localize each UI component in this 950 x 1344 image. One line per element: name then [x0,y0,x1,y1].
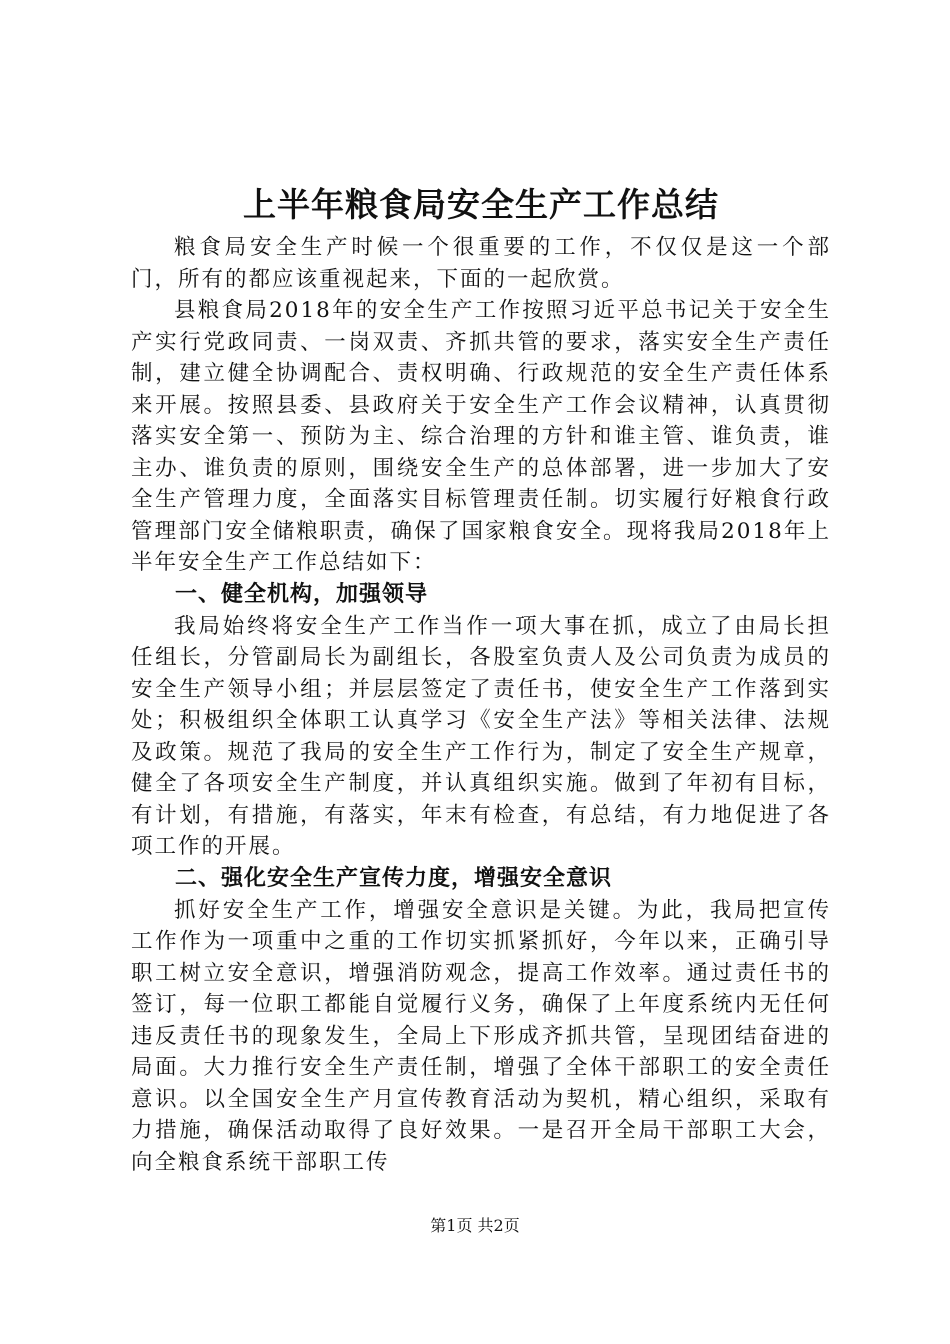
section-1-heading: 一、健全机构，加强领导 [175,581,429,607]
section-2-heading: 二、强化安全生产宣传力度，增强安全意识 [175,865,613,891]
document-title: 上半年粮食局安全生产工作总结 [243,185,719,224]
section-1-paragraph: 我局始终将安全生产工作当作一项大事在抓，成立了由局长担任组长，分管副局长为副组长，各股室负责人及公司负责为成员的安全生产领导小组；并层层签定了责任书，使安全生产工作落到实处；积极组织全体职工认真学习《安全生产法》等相关法律、法规及政策。规范了我局的安全生产工作行为，制定了安全生产规章，健全了各项安全生产制度，并认真组织实施。做到了年初有目标，有计划，有措施，有落实，年末有检查，有总结，有力地促进了各项工作的开展。 [131,613,831,859]
intro-paragraph: 粮食局安全生产时候一个很重要的工作，不仅仅是这一个部门，所有的都应该重视起来，下面的一起欣赏。 [131,235,831,292]
page-footer: 第1页 共2页 [430,1216,520,1235]
overview-paragraph: 县粮食局2018年的安全生产工作按照习近平总书记关于安全生产实行党政同责、一岗双责、齐抓共管的要求，落实安全生产责任制，建立健全协调配合、责权明确、行政规范的安全生产责任体系来开展。按照县委、县政府关于安全生产工作会议精神，认真贯彻落实安全第一、预防为主、综合治理的方针和谁主管、谁负责，谁主办、谁负责的原则，围绕安全生产的总体部署，进一步加大了安全生产管理力度，全面落实目标管理责任制。切实履行好粮食行政管理部门安全储粮职责，确保了国家粮食安全。现将我局2018年上半年安全生产工作总结如下： [131,298,831,575]
section-2-paragraph: 抓好安全生产工作，增强安全意识是关键。为此，我局把宣传工作作为一项重中之重的工作切实抓紧抓好，今年以来，正确引导职工树立安全意识，增强消防观念，提高工作效率。通过责任书的签订，每一位职工都能自觉履行义务，确保了上年度系统内无任何违反责任书的现象发生，全局上下形成齐抓共管，呈现团结奋进的局面。大力推行安全生产责任制，增强了全体干部职工的安全责任意识。以全国安全生产月宣传教育活动为契机，精心组织，采取有力措施，确保活动取得了良好效果。一是召开全局干部职工大会，向全粮食系统干部职工传 [131,897,831,1175]
document-page [131,180,831,1178]
